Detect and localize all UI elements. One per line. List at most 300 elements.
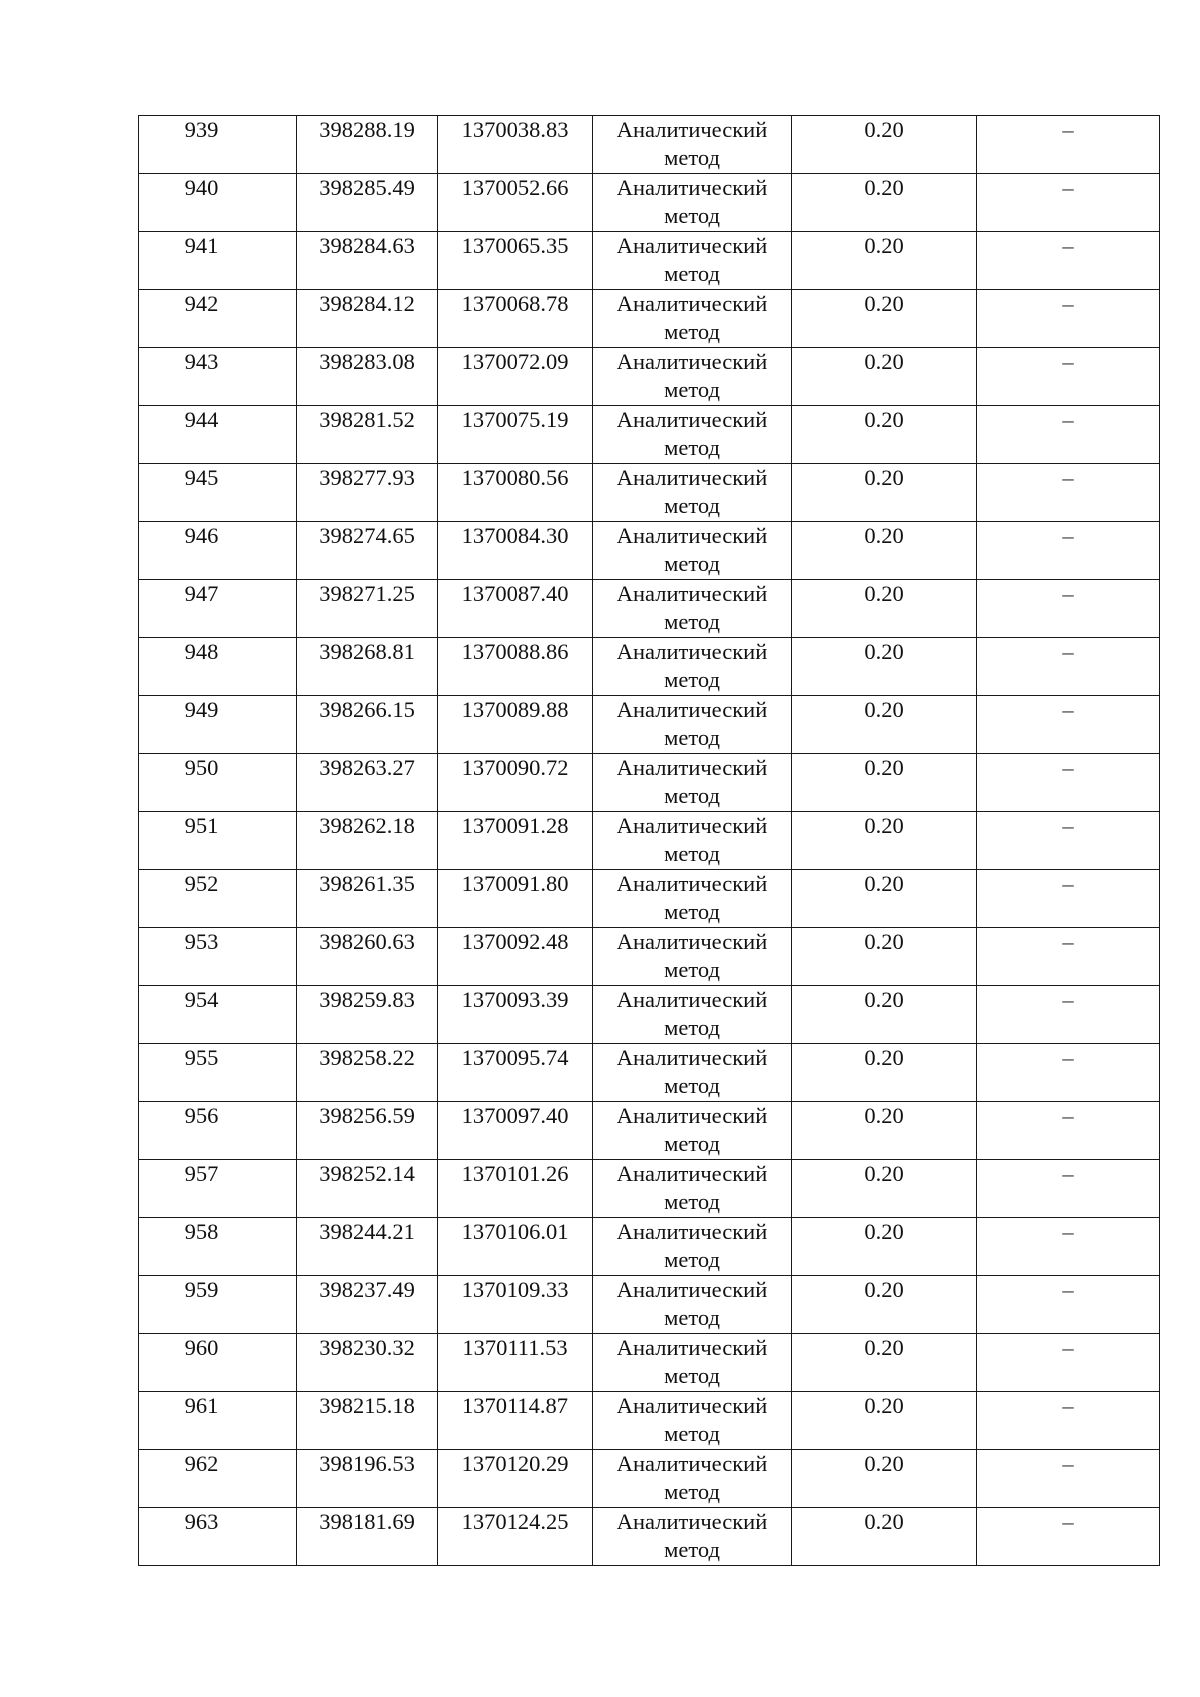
point-number-cell — [139, 580, 297, 638]
x-coordinate-text: 398230.32 — [319, 1335, 415, 1360]
method-cell — [593, 580, 792, 638]
method-text: Аналитический метод — [616, 871, 768, 924]
method-cell — [593, 754, 792, 812]
y-coordinate-cell — [438, 1044, 593, 1102]
table-row — [139, 638, 1160, 696]
note-text: – — [1062, 1045, 1074, 1070]
y-coordinate-text: 1370090.72 — [461, 755, 569, 780]
x-coordinate-cell — [297, 232, 438, 290]
y-coordinate-cell — [438, 1102, 593, 1160]
note-text: – — [1062, 175, 1074, 200]
x-coordinate-cell — [297, 522, 438, 580]
accuracy-text: 0.20 — [864, 581, 904, 606]
table-row — [139, 754, 1160, 812]
table-row — [139, 1450, 1160, 1508]
point-number-cell — [139, 290, 297, 348]
note-cell — [977, 1102, 1160, 1160]
method-cell — [593, 870, 792, 928]
x-coordinate-text: 398266.15 — [319, 697, 415, 722]
y-coordinate-cell — [438, 1450, 593, 1508]
x-coordinate-cell — [297, 348, 438, 406]
point-number-cell — [139, 522, 297, 580]
point-number-cell — [139, 348, 297, 406]
point-number-text: 956 — [184, 1103, 219, 1128]
note-text: – — [1062, 987, 1074, 1012]
table-row — [139, 406, 1160, 464]
method-cell — [593, 986, 792, 1044]
y-coordinate-text: 1370120.29 — [461, 1451, 569, 1476]
point-number-cell — [139, 1508, 297, 1566]
point-number-text: 948 — [184, 639, 219, 664]
method-text: Аналитический метод — [616, 1393, 768, 1446]
note-cell — [977, 1334, 1160, 1392]
note-cell — [977, 754, 1160, 812]
point-number-cell — [139, 928, 297, 986]
point-number-cell — [139, 986, 297, 1044]
method-text: Аналитический метод — [616, 697, 768, 750]
y-coordinate-text: 1370038.83 — [461, 117, 569, 142]
method-cell — [593, 232, 792, 290]
point-number-text: 953 — [184, 929, 219, 954]
y-coordinate-text: 1370109.33 — [461, 1277, 569, 1302]
x-coordinate-text: 398256.59 — [319, 1103, 415, 1128]
x-coordinate-cell — [297, 1508, 438, 1566]
note-cell — [977, 522, 1160, 580]
method-cell — [593, 928, 792, 986]
method-cell — [593, 696, 792, 754]
table-row — [139, 1508, 1160, 1566]
y-coordinate-text: 1370084.30 — [461, 523, 569, 548]
point-number-text: 947 — [184, 581, 219, 606]
point-number-text: 961 — [184, 1393, 219, 1418]
x-coordinate-text: 398271.25 — [319, 581, 415, 606]
point-number-cell — [139, 1160, 297, 1218]
y-coordinate-text: 1370089.88 — [461, 697, 569, 722]
point-number-text: 939 — [184, 117, 219, 142]
point-number-cell — [139, 1044, 297, 1102]
point-number-text: 957 — [184, 1161, 219, 1186]
x-coordinate-cell — [297, 1160, 438, 1218]
note-text: – — [1062, 233, 1074, 258]
note-cell — [977, 348, 1160, 406]
method-text: Аналитический метод — [616, 1451, 768, 1504]
note-text: – — [1062, 813, 1074, 838]
x-coordinate-cell — [297, 580, 438, 638]
note-cell — [977, 290, 1160, 348]
x-coordinate-cell — [297, 1276, 438, 1334]
x-coordinate-text: 398181.69 — [319, 1509, 415, 1534]
method-cell — [593, 1044, 792, 1102]
x-coordinate-text: 398252.14 — [319, 1161, 415, 1186]
point-number-text: 963 — [184, 1509, 219, 1534]
y-coordinate-cell — [438, 290, 593, 348]
accuracy-cell — [792, 1508, 977, 1566]
note-cell — [977, 1044, 1160, 1102]
x-coordinate-text: 398284.12 — [319, 291, 415, 316]
method-text: Аналитический метод — [616, 1335, 768, 1388]
accuracy-text: 0.20 — [864, 465, 904, 490]
note-cell — [977, 116, 1160, 174]
note-text: – — [1062, 639, 1074, 664]
x-coordinate-cell — [297, 638, 438, 696]
y-coordinate-cell — [438, 986, 593, 1044]
accuracy-text: 0.20 — [864, 697, 904, 722]
x-coordinate-text: 398261.35 — [319, 871, 415, 896]
accuracy-text: 0.20 — [864, 929, 904, 954]
accuracy-text: 0.20 — [864, 523, 904, 548]
method-cell — [593, 348, 792, 406]
x-coordinate-text: 398196.53 — [319, 1451, 415, 1476]
method-cell — [593, 1508, 792, 1566]
method-text: Аналитический метод — [616, 349, 768, 402]
accuracy-text: 0.20 — [864, 175, 904, 200]
accuracy-cell — [792, 232, 977, 290]
table-row — [139, 290, 1160, 348]
y-coordinate-cell — [438, 1508, 593, 1566]
y-coordinate-cell — [438, 406, 593, 464]
y-coordinate-text: 1370114.87 — [461, 1393, 569, 1418]
point-number-text: 959 — [184, 1277, 219, 1302]
accuracy-cell — [792, 638, 977, 696]
accuracy-text: 0.20 — [864, 291, 904, 316]
method-text: Аналитический метод — [616, 175, 768, 228]
accuracy-cell — [792, 406, 977, 464]
point-number-text: 955 — [184, 1045, 219, 1070]
note-text: – — [1062, 291, 1074, 316]
accuracy-text: 0.20 — [864, 639, 904, 664]
accuracy-text: 0.20 — [864, 349, 904, 374]
point-number-cell — [139, 232, 297, 290]
x-coordinate-cell — [297, 1218, 438, 1276]
method-text: Аналитический метод — [616, 523, 768, 576]
point-number-cell — [139, 638, 297, 696]
table-row — [139, 116, 1160, 174]
accuracy-text: 0.20 — [864, 871, 904, 896]
method-cell — [593, 1102, 792, 1160]
x-coordinate-cell — [297, 986, 438, 1044]
table-row — [139, 1044, 1160, 1102]
x-coordinate-text: 398244.21 — [319, 1219, 415, 1244]
note-cell — [977, 406, 1160, 464]
method-cell — [593, 1218, 792, 1276]
method-text: Аналитический метод — [616, 1277, 768, 1330]
x-coordinate-text: 398237.49 — [319, 1277, 415, 1302]
note-text: – — [1062, 1161, 1074, 1186]
accuracy-cell — [792, 522, 977, 580]
y-coordinate-text: 1370095.74 — [461, 1045, 569, 1070]
table-row — [139, 1276, 1160, 1334]
note-text: – — [1062, 523, 1074, 548]
x-coordinate-text: 398277.93 — [319, 465, 415, 490]
accuracy-cell — [792, 116, 977, 174]
accuracy-text: 0.20 — [864, 1103, 904, 1128]
method-text: Аналитический метод — [616, 407, 768, 460]
x-coordinate-cell — [297, 928, 438, 986]
table-row — [139, 1160, 1160, 1218]
x-coordinate-text: 398284.63 — [319, 233, 415, 258]
accuracy-text: 0.20 — [864, 117, 904, 142]
method-cell — [593, 1276, 792, 1334]
point-number-cell — [139, 174, 297, 232]
point-number-cell — [139, 464, 297, 522]
point-number-cell — [139, 812, 297, 870]
table-row — [139, 1102, 1160, 1160]
table-row — [139, 522, 1160, 580]
y-coordinate-cell — [438, 1276, 593, 1334]
y-coordinate-cell — [438, 928, 593, 986]
coordinates-table — [138, 115, 1160, 1566]
note-text: – — [1062, 1103, 1074, 1128]
method-text: Аналитический метод — [616, 465, 768, 518]
point-number-text: 945 — [184, 465, 219, 490]
method-text: Аналитический метод — [616, 1509, 768, 1562]
accuracy-text: 0.20 — [864, 407, 904, 432]
x-coordinate-text: 398259.83 — [319, 987, 415, 1012]
note-cell — [977, 696, 1160, 754]
method-cell — [593, 812, 792, 870]
y-coordinate-cell — [438, 464, 593, 522]
accuracy-text: 0.20 — [864, 755, 904, 780]
y-coordinate-text: 1370080.56 — [461, 465, 569, 490]
method-cell — [593, 1392, 792, 1450]
note-text: – — [1062, 871, 1074, 896]
y-coordinate-cell — [438, 812, 593, 870]
x-coordinate-text: 398283.08 — [319, 349, 415, 374]
note-cell — [977, 1392, 1160, 1450]
x-coordinate-text: 398288.19 — [319, 117, 415, 142]
x-coordinate-text: 398285.49 — [319, 175, 415, 200]
y-coordinate-text: 1370101.26 — [461, 1161, 569, 1186]
note-text: – — [1062, 1219, 1074, 1244]
table-row — [139, 348, 1160, 406]
method-text: Аналитический метод — [616, 755, 768, 808]
table-row — [139, 232, 1160, 290]
method-cell — [593, 638, 792, 696]
y-coordinate-text: 1370068.78 — [461, 291, 569, 316]
point-number-text: 954 — [184, 987, 219, 1012]
accuracy-text: 0.20 — [864, 1161, 904, 1186]
point-number-text: 944 — [184, 407, 219, 432]
accuracy-text: 0.20 — [864, 987, 904, 1012]
accuracy-cell — [792, 464, 977, 522]
point-number-cell — [139, 696, 297, 754]
accuracy-cell — [792, 754, 977, 812]
point-number-cell — [139, 1218, 297, 1276]
y-coordinate-cell — [438, 580, 593, 638]
point-number-text: 960 — [184, 1335, 219, 1360]
table-row — [139, 174, 1160, 232]
y-coordinate-cell — [438, 638, 593, 696]
accuracy-text: 0.20 — [864, 1335, 904, 1360]
accuracy-cell — [792, 928, 977, 986]
note-text: – — [1062, 117, 1074, 142]
x-coordinate-cell — [297, 1044, 438, 1102]
y-coordinate-text: 1370088.86 — [461, 639, 569, 664]
y-coordinate-text: 1370106.01 — [461, 1219, 569, 1244]
coordinates-table-body — [139, 116, 1160, 1566]
note-cell — [977, 1218, 1160, 1276]
x-coordinate-cell — [297, 116, 438, 174]
method-text: Аналитический метод — [616, 639, 768, 692]
x-coordinate-cell — [297, 406, 438, 464]
point-number-text: 951 — [184, 813, 219, 838]
x-coordinate-cell — [297, 754, 438, 812]
method-text: Аналитический метод — [616, 1045, 768, 1098]
x-coordinate-cell — [297, 812, 438, 870]
accuracy-text: 0.20 — [864, 813, 904, 838]
x-coordinate-cell — [297, 1392, 438, 1450]
accuracy-text: 0.20 — [864, 1219, 904, 1244]
method-cell — [593, 116, 792, 174]
method-text: Аналитический метод — [616, 987, 768, 1040]
x-coordinate-text: 398263.27 — [319, 755, 415, 780]
point-number-text: 950 — [184, 755, 219, 780]
note-cell — [977, 1160, 1160, 1218]
note-cell — [977, 638, 1160, 696]
note-cell — [977, 1276, 1160, 1334]
note-cell — [977, 174, 1160, 232]
y-coordinate-cell — [438, 1218, 593, 1276]
note-text: – — [1062, 1509, 1074, 1534]
x-coordinate-text: 398262.18 — [319, 813, 415, 838]
method-text: Аналитический метод — [616, 1219, 768, 1272]
accuracy-text: 0.20 — [864, 233, 904, 258]
y-coordinate-cell — [438, 522, 593, 580]
point-number-cell — [139, 870, 297, 928]
y-coordinate-cell — [438, 870, 593, 928]
point-number-cell — [139, 1334, 297, 1392]
note-text: – — [1062, 1451, 1074, 1476]
y-coordinate-cell — [438, 174, 593, 232]
point-number-text: 943 — [184, 349, 219, 374]
accuracy-cell — [792, 580, 977, 638]
method-cell — [593, 1450, 792, 1508]
note-text: – — [1062, 1393, 1074, 1418]
method-cell — [593, 290, 792, 348]
point-number-text: 958 — [184, 1219, 219, 1244]
y-coordinate-text: 1370087.40 — [461, 581, 569, 606]
note-text: – — [1062, 1335, 1074, 1360]
note-cell — [977, 870, 1160, 928]
note-cell — [977, 986, 1160, 1044]
x-coordinate-text: 398215.18 — [319, 1393, 415, 1418]
y-coordinate-cell — [438, 1334, 593, 1392]
x-coordinate-text: 398268.81 — [319, 639, 415, 664]
y-coordinate-text: 1370091.80 — [461, 871, 569, 896]
table-row — [139, 870, 1160, 928]
note-cell — [977, 580, 1160, 638]
note-text: – — [1062, 929, 1074, 954]
x-coordinate-cell — [297, 174, 438, 232]
x-coordinate-cell — [297, 696, 438, 754]
point-number-cell — [139, 1450, 297, 1508]
accuracy-cell — [792, 696, 977, 754]
y-coordinate-cell — [438, 1392, 593, 1450]
y-coordinate-cell — [438, 116, 593, 174]
point-number-text: 941 — [184, 233, 219, 258]
x-coordinate-text: 398258.22 — [319, 1045, 415, 1070]
point-number-cell — [139, 116, 297, 174]
y-coordinate-text: 1370111.53 — [462, 1335, 568, 1360]
accuracy-cell — [792, 348, 977, 406]
method-cell — [593, 522, 792, 580]
point-number-cell — [139, 406, 297, 464]
note-cell — [977, 1450, 1160, 1508]
y-coordinate-text: 1370052.66 — [461, 175, 569, 200]
method-cell — [593, 464, 792, 522]
y-coordinate-text: 1370093.39 — [461, 987, 569, 1012]
point-number-cell — [139, 754, 297, 812]
accuracy-text: 0.20 — [864, 1509, 904, 1534]
method-text: Аналитический метод — [616, 291, 768, 344]
point-number-cell — [139, 1102, 297, 1160]
x-coordinate-cell — [297, 464, 438, 522]
method-cell — [593, 1160, 792, 1218]
table-row — [139, 464, 1160, 522]
point-number-text: 940 — [184, 175, 219, 200]
y-coordinate-cell — [438, 232, 593, 290]
y-coordinate-text: 1370075.19 — [461, 407, 569, 432]
point-number-text: 949 — [184, 697, 219, 722]
x-coordinate-text: 398260.63 — [319, 929, 415, 954]
note-cell — [977, 232, 1160, 290]
point-number-text: 962 — [184, 1451, 219, 1476]
x-coordinate-cell — [297, 870, 438, 928]
y-coordinate-text: 1370091.28 — [461, 813, 569, 838]
y-coordinate-text: 1370097.40 — [461, 1103, 569, 1128]
x-coordinate-cell — [297, 1334, 438, 1392]
accuracy-cell — [792, 1334, 977, 1392]
note-text: – — [1062, 407, 1074, 432]
method-text: Аналитический метод — [616, 813, 768, 866]
table-row — [139, 1218, 1160, 1276]
accuracy-cell — [792, 812, 977, 870]
accuracy-cell — [792, 870, 977, 928]
method-text: Аналитический метод — [616, 1161, 768, 1214]
table-row — [139, 580, 1160, 638]
point-number-text: 942 — [184, 291, 219, 316]
x-coordinate-cell — [297, 290, 438, 348]
note-cell — [977, 1508, 1160, 1566]
note-text: – — [1062, 465, 1074, 490]
accuracy-cell — [792, 290, 977, 348]
y-coordinate-cell — [438, 696, 593, 754]
accuracy-text: 0.20 — [864, 1451, 904, 1476]
x-coordinate-cell — [297, 1102, 438, 1160]
method-text: Аналитический метод — [616, 581, 768, 634]
method-text: Аналитический метод — [616, 233, 768, 286]
y-coordinate-cell — [438, 348, 593, 406]
accuracy-cell — [792, 1276, 977, 1334]
x-coordinate-text: 398281.52 — [319, 407, 415, 432]
point-number-text: 946 — [184, 523, 219, 548]
note-cell — [977, 464, 1160, 522]
point-number-cell — [139, 1276, 297, 1334]
table-row — [139, 1334, 1160, 1392]
accuracy-cell — [792, 986, 977, 1044]
y-coordinate-cell — [438, 754, 593, 812]
y-coordinate-text: 1370092.48 — [461, 929, 569, 954]
table-row — [139, 986, 1160, 1044]
accuracy-cell — [792, 1160, 977, 1218]
method-text: Аналитический метод — [616, 117, 768, 170]
note-cell — [977, 812, 1160, 870]
note-text: – — [1062, 1277, 1074, 1302]
note-cell — [977, 928, 1160, 986]
accuracy-cell — [792, 1102, 977, 1160]
accuracy-text: 0.20 — [864, 1277, 904, 1302]
y-coordinate-cell — [438, 1160, 593, 1218]
